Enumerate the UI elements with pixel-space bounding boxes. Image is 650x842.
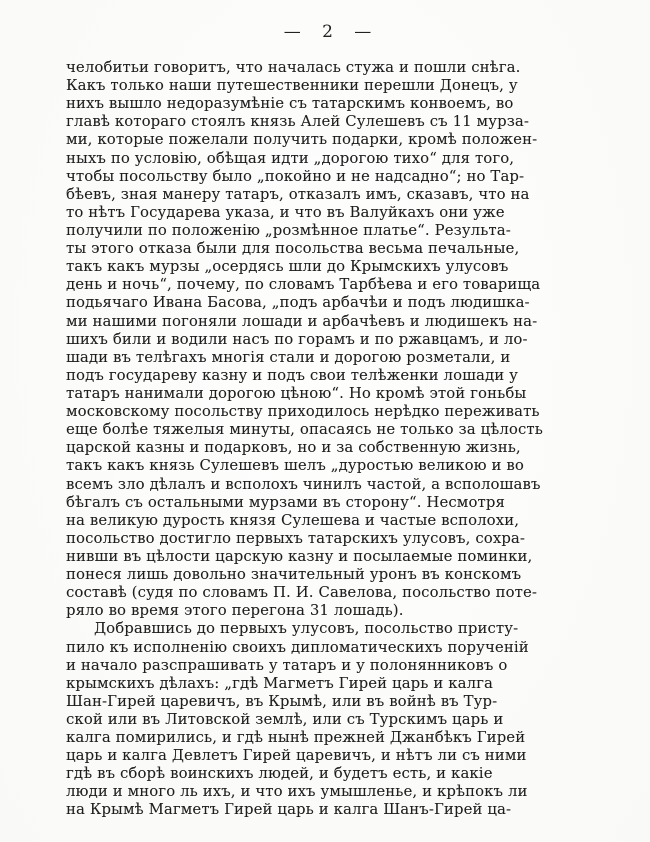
text-line: нивши въ цѣлости царскую казну и посылаемые поминки, — [66, 547, 533, 565]
text-line: шихъ били и водили насъ по горамъ и по ржавцамъ, и ло- — [66, 330, 528, 348]
text-line: бѣевъ, зная манеру татаръ, отказалъ имъ, сказавъ, что на — [66, 185, 530, 203]
text-line: то нѣтъ Государева указа, и что въ Валуйкахъ они уже — [66, 203, 505, 221]
text-line: бѣгалъ съ остальными мурзами въ сторону“. Несмотря — [66, 493, 505, 511]
text-line: крымскихъ дѣлахъ: „гдѣ Магметъ Гирей царь и калга — [66, 674, 494, 692]
text-line: нихъ вышло недоразумѣніе съ татарскимъ конвоемъ, во — [66, 95, 514, 113]
text-line: Какъ только наши путешественники перешли Донецъ, у — [66, 77, 518, 95]
text-line: на великую дурость князя Сулешева и частые всполохи, — [66, 511, 520, 529]
text-line: получили по положенію „розмѣнное платье“. Результа- — [66, 221, 511, 239]
text-line: шади въ телѣгахъ многія стали и дорогою розметали, и — [66, 348, 511, 366]
text-line: люди и много ль ихъ, и что ихъ умышленье, и крѣпокъ ли — [66, 783, 528, 801]
text-line: царь и калга Девлетъ Гирей царевичъ, и нѣтъ ли съ ними — [66, 747, 527, 765]
text-line: татаръ нанимали дорогою цѣною“. Но кромѣ этой гоньбы — [66, 384, 527, 402]
text-line: еще болѣе тяжелыя минуты, опасаясь не только за цѣлость — [66, 421, 543, 439]
text-line: посольство достигло первыхъ татарскихъ улусовъ, сохра- — [66, 529, 526, 547]
text-line: ской или въ Литовской землѣ, или съ Турскимъ царь и — [66, 710, 504, 728]
text-line: челобитьи говоритъ, что началась стужа и пошли снѣга. — [66, 59, 521, 76]
text-line: пило къ исполненію своихъ дипломатическихъ порученій — [66, 638, 529, 656]
text-line: калга помирились, и гдѣ нынѣ прежней Джанбѣкъ Гирей — [66, 729, 526, 747]
text-line: день и ночь“, почему, по словамъ Тарбѣева и его товарища — [66, 276, 541, 294]
text-line: такъ какъ мурзы „осердясь шли до Крымскихъ улусовъ — [66, 258, 509, 276]
text-line: подъ государеву казну и подъ свои телѣженки лошади у — [66, 366, 519, 384]
paragraph — [66, 620, 590, 819]
page-number: — 2 — — [283, 22, 373, 42]
paragraph — [66, 59, 590, 620]
text-line: всемъ зло дѣлалъ и всполохъ чинилъ частой, а всполошавъ — [66, 475, 541, 493]
text-line: понеся лишь довольно значительный уронъ въ конскомъ — [66, 566, 522, 584]
text-line: гдѣ въ сборѣ воинскихъ людей, и будетъ есть, и какіе — [66, 765, 493, 783]
text-line: ми нашими погоняли лошади и арбачѣевъ и людишекъ на- — [66, 312, 538, 330]
text-line: ряло во время этого перегона 31 лошадь). — [66, 602, 404, 620]
page-text-block — [66, 59, 590, 820]
text-line: Добравшись до первыхъ улусовъ, посольство присту- — [94, 620, 519, 638]
text-line: на Крымѣ Магметъ Гирей царь и калга Шанъ-Гирей ца- — [66, 801, 512, 819]
text-line: царской казны и подарковъ, но и за собственную жизнь, — [66, 439, 521, 457]
text-line: Шан-Гирей царевичъ, въ Крымѣ, или въ войнѣ въ Тур- — [66, 692, 498, 710]
text-line: ныхъ по условію, обѣщая идти „дорогою тихо“ для того, — [66, 149, 515, 167]
text-line: чтобы посольству было „покойно и не надсадно“; но Тар- — [66, 167, 525, 185]
text-line: такъ какъ князь Сулешевъ шелъ „дуростью великою и во — [66, 457, 524, 475]
text-line: и начало разспрашивать у татаръ и у полонянниковъ о — [66, 656, 508, 674]
text-line: ми, которые пожелали получить подарки, кромѣ положен- — [66, 131, 538, 149]
text-line: подьячаго Ивана Басова, „подъ арбачѣи и подъ людишка- — [66, 294, 530, 312]
text-line: ты этого отказа были для посольства весьма печальные, — [66, 240, 520, 258]
text-line: московскому посольству приходилось нерѣдко переживать — [66, 403, 540, 421]
text-line: составѣ (судя по словамъ П. И. Савелова, посольство поте- — [66, 584, 538, 602]
text-line: главѣ котораго стоялъ князь Алей Сулешевъ съ 11 мурза- — [66, 113, 530, 131]
